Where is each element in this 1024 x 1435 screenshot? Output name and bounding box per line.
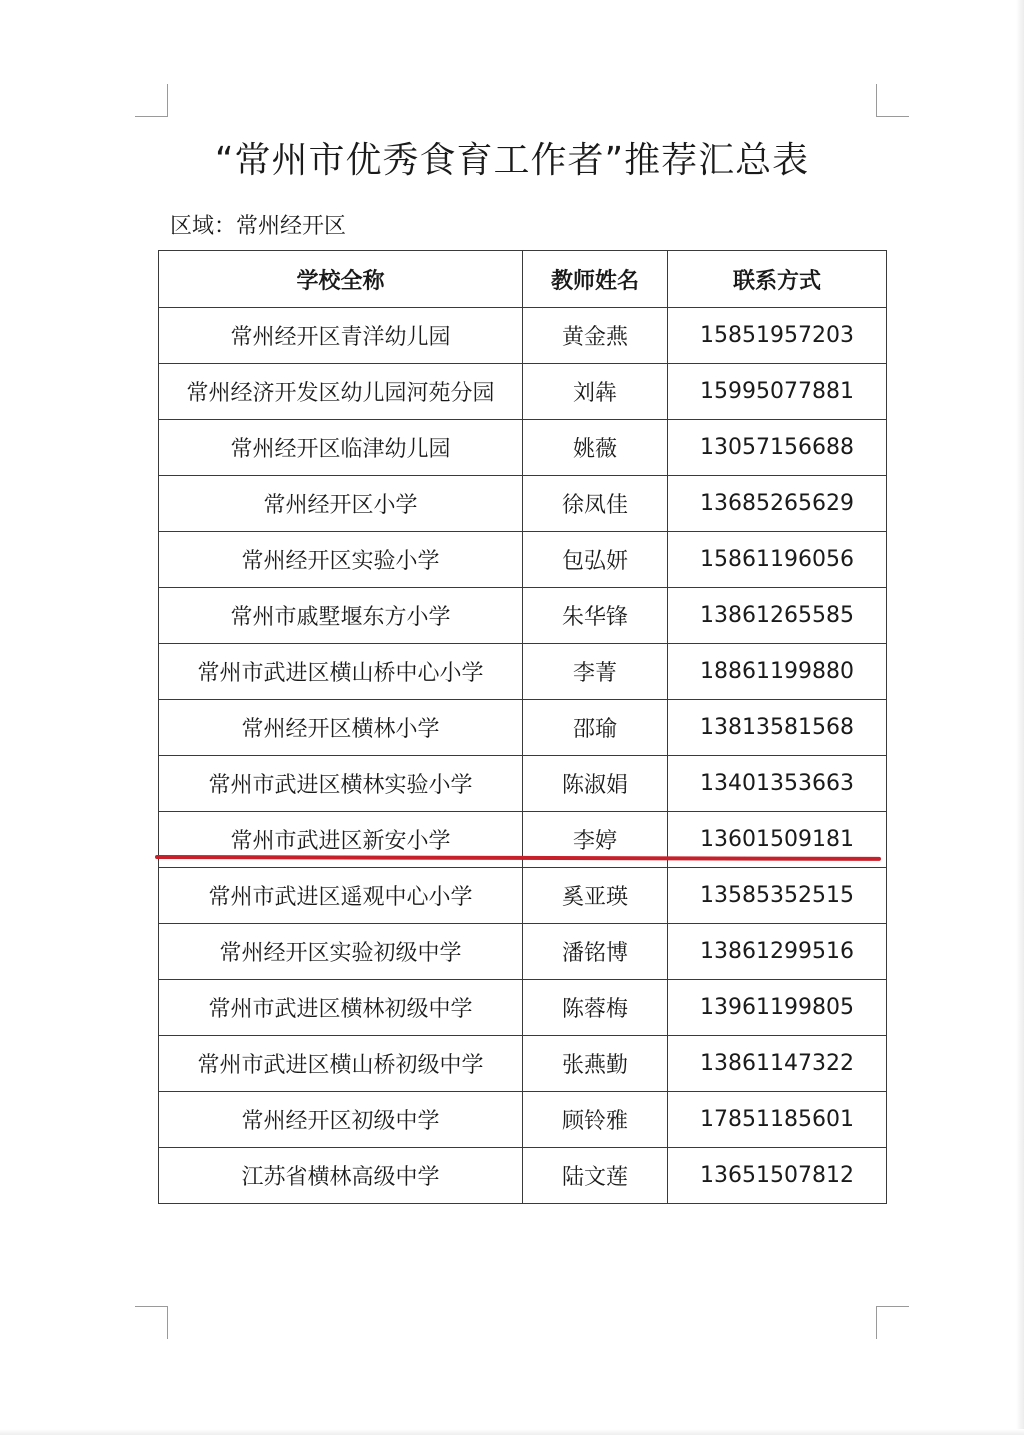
teacher-name-cell: 李菁 (523, 644, 668, 700)
table-row (159, 924, 887, 980)
school-name-cell: 常州市戚墅堰东方小学 (159, 588, 523, 644)
table-row (159, 756, 887, 812)
table-row (159, 1036, 887, 1092)
phone-cell: 13861265585 (668, 588, 887, 644)
table-row (159, 868, 887, 924)
header-contact: 联系方式 (668, 251, 887, 308)
corner-mark-bottom-right (876, 1306, 909, 1339)
table-row (159, 420, 887, 476)
table-row (159, 1148, 887, 1204)
phone-cell: 13601509181 (668, 812, 887, 868)
school-name-cell: 常州经开区青洋幼儿园 (159, 308, 523, 364)
phone-cell: 13861147322 (668, 1036, 887, 1092)
phone-cell: 15995077881 (668, 364, 887, 420)
teacher-name-cell: 姚薇 (523, 420, 668, 476)
summary-table (158, 250, 887, 1204)
phone-cell: 13961199805 (668, 980, 887, 1036)
phone-cell: 13685265629 (668, 476, 887, 532)
school-name-cell: 常州市武进区横林实验小学 (159, 756, 523, 812)
table-body (159, 308, 887, 1204)
school-name-cell: 常州经开区横林小学 (159, 700, 523, 756)
school-name-cell: 常州市武进区遥观中心小学 (159, 868, 523, 924)
page-edge (1016, 0, 1024, 1435)
table-row (159, 476, 887, 532)
teacher-name-cell: 黄金燕 (523, 308, 668, 364)
teacher-name-cell: 朱华锋 (523, 588, 668, 644)
teacher-name-cell: 顾铃雅 (523, 1092, 668, 1148)
teacher-name-cell: 包弘妍 (523, 532, 668, 588)
table-row (159, 308, 887, 364)
school-name-cell: 江苏省横林高级中学 (159, 1148, 523, 1204)
school-name-cell: 常州市武进区横山桥初级中学 (159, 1036, 523, 1092)
teacher-name-cell: 李婷 (523, 812, 668, 868)
school-name-cell: 常州经开区临津幼儿园 (159, 420, 523, 476)
teacher-name-cell: 邵瑜 (523, 700, 668, 756)
header-teacher: 教师姓名 (523, 251, 668, 308)
region-label: 区域：常州经开区 (170, 214, 347, 239)
phone-cell: 13585352515 (668, 868, 887, 924)
school-name-cell: 常州经济开发区幼儿园河苑分园 (159, 364, 523, 420)
school-name-cell: 常州市武进区横林初级中学 (159, 980, 523, 1036)
table-row (159, 700, 887, 756)
table-row (159, 644, 887, 700)
table-row (159, 532, 887, 588)
school-name-cell: 常州经开区初级中学 (159, 1092, 523, 1148)
table-header-row (159, 251, 887, 308)
phone-cell: 13057156688 (668, 420, 887, 476)
teacher-name-cell: 徐凤佳 (523, 476, 668, 532)
phone-cell: 15851957203 (668, 308, 887, 364)
phone-cell: 13651507812 (668, 1148, 887, 1204)
school-name-cell: 常州经开区实验小学 (159, 532, 523, 588)
phone-cell: 17851185601 (668, 1092, 887, 1148)
teacher-name-cell: 陈蓉梅 (523, 980, 668, 1036)
table-row (159, 1092, 887, 1148)
teacher-name-cell: 奚亚瑛 (523, 868, 668, 924)
table-row (159, 588, 887, 644)
table-row (159, 980, 887, 1036)
phone-cell: 13401353663 (668, 756, 887, 812)
corner-mark-top-left (135, 84, 168, 117)
teacher-name-cell: 刘犇 (523, 364, 668, 420)
school-name-cell: 常州经开区小学 (159, 476, 523, 532)
teacher-name-cell: 张燕勤 (523, 1036, 668, 1092)
school-name-cell: 常州经开区实验初级中学 (159, 924, 523, 980)
header-school: 学校全称 (159, 251, 523, 308)
corner-mark-top-right (876, 84, 909, 117)
teacher-name-cell: 陆文莲 (523, 1148, 668, 1204)
school-name-cell: 常州市武进区横山桥中心小学 (159, 644, 523, 700)
school-name-cell: 常州市武进区新安小学 (159, 812, 523, 868)
phone-cell: 18861199880 (668, 644, 887, 700)
phone-cell: 13813581568 (668, 700, 887, 756)
teacher-name-cell: 陈淑娟 (523, 756, 668, 812)
page-title: “常州市优秀食育工作者”推荐汇总表 (214, 140, 810, 181)
table-row (159, 364, 887, 420)
phone-cell: 15861196056 (668, 532, 887, 588)
teacher-name-cell: 潘铭博 (523, 924, 668, 980)
page-edge-bottom (0, 1429, 1024, 1435)
corner-mark-bottom-left (135, 1306, 168, 1339)
phone-cell: 13861299516 (668, 924, 887, 980)
